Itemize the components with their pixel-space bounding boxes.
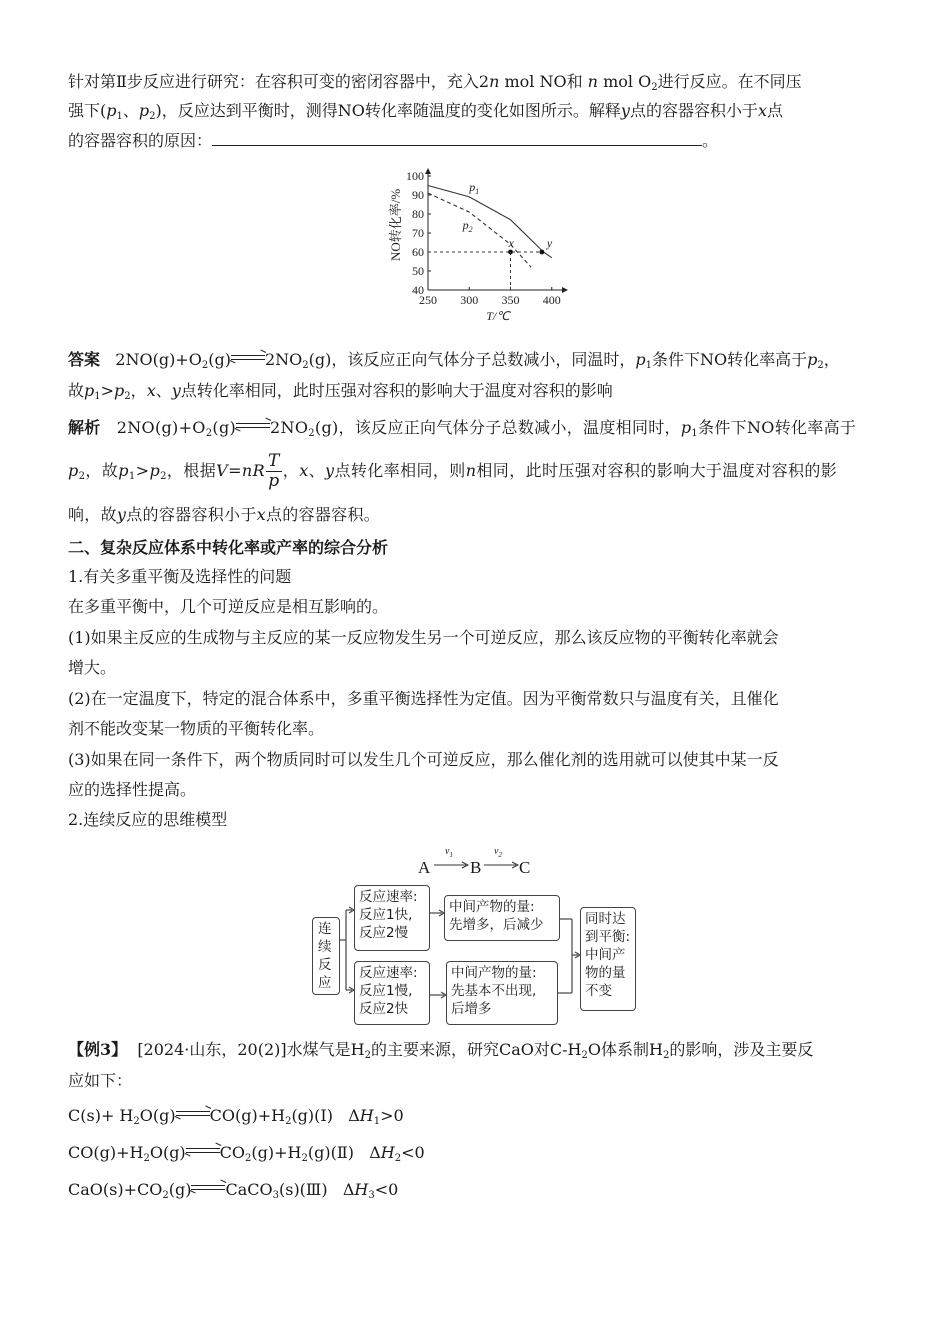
box-consecutive-reaction: 连 续 反 应 [312,917,340,995]
box-rate-case-1: 反应速率: 反应1快, 反应2慢 [354,885,430,951]
point-y [539,250,544,255]
answer-blank [212,131,702,146]
intro-line-1: 针对第Ⅱ步反应进行研究：在容积可变的密闭容器中，充入2n mol NO和 n mol $O_2$进行反应。在不同压 [68,72,802,93]
point-label-y: y [546,236,553,250]
analysis-line-1: 解析 $2NO(g)+O_2(g)$ $2NO_2(g)$，该反应正向气体分子总数减小，温度相同时，$p_1$条件下NO转化率高于 [68,418,857,439]
rate-v2: $v_2$ [494,846,502,859]
equilibrium-arrow-icon [191,1183,225,1193]
equilibrium-arrow-icon [186,1146,220,1156]
answer-line-1: 答案 $2NO(g)+O_2(g)$ $2NO_2(g)$，该反应正向气体分子总数减小，同温时，$p_1$条件下NO转化率高于$p_2$， [68,350,840,371]
paragraph-2b: 剂不能改变某一物质的平衡转化率。 [68,719,325,738]
example-tag: 【例3】 [68,1040,128,1059]
series-label-p2: $p_2$ [462,218,473,235]
y-tick-label: 40 [412,283,424,297]
example-line-1: 【例3】 [2024·山东，20(2)]水煤气是$H_2$的主要来源，研究CaO对$C-H_2O$体系制$H_2$的影响，涉及主要反 [68,1040,814,1061]
analysis-line-3: 响，故y点的容器容积小于x点的容器容积。 [68,505,381,524]
series-line-p1 [428,186,552,258]
y-tick-label: 80 [412,207,424,221]
series-line-p2 [428,193,531,267]
series-label-p1: $p_1$ [469,180,480,197]
example-line-2: 应如下： [68,1071,133,1090]
paragraph-1b: 增大。 [68,658,117,677]
reaction-3: $CaO(s)+CO_2(g)$ CaCO$_3$(s)(Ⅲ) $\Delta H_3<0$ [68,1180,399,1201]
y-tick-label: 50 [412,264,424,278]
arrow-right-icon [484,860,520,870]
x-tick-label: 350 [501,293,520,307]
paragraph-2a: (2)在一定温度下，特定的混合体系中，多重平衡选择性为定值。因为平衡常数只与温度有关，且催化 [68,689,779,708]
reaction-1: $C(s)+ H_2O(g)$ $CO(g)+H_2(g)(Ⅰ)$ $\Delta H_1>0$ [68,1106,404,1127]
reaction-scheme [418,846,558,878]
point-label-x: x [508,236,514,250]
rate-v1: $v_1$ [445,846,453,859]
x-tick-label: 300 [460,293,479,307]
answer-label: 答案 [68,350,101,369]
analysis-label: 解析 [68,418,101,437]
paragraph-1a: (1)如果主反应的生成物与主反应的某一反应物发生另一个可逆反应，那么该反应物的平衡转化率就会 [68,628,779,647]
equilibrium-arrow-icon [236,421,270,431]
no-conversion-chart [380,162,580,332]
y-axis-label: NO转化率/% [388,188,403,261]
analysis-line-2: $p_2$，故$p_1>p_2$，根据V=nR $\frac{T}{p}$ ，x、y点转化率相同，则n相同，此时压强对容积的影响大于温度对容积的影 [68,451,838,491]
answer-line-2: 故$p_1>p_2$，x、y点转化率相同，此时压强对容积的影响大于温度对容积的影响 [68,381,613,402]
subheading-2: 2.连续反应的思维模型 [68,810,228,829]
paragraph-3b: 应的选择性提高。 [68,780,197,799]
arrow-right-icon [434,860,470,870]
reaction-2: $CO(g)+H_2O(g)$ $CO_2(g)+H_2(g)(Ⅱ)$ $\Delta H_2<0$ [68,1143,425,1164]
paragraph-3a: (3)如果在同一条件下，两个物质同时可以发生几个可逆反应，那么催化剂的选用就可以使其中某一反 [68,750,779,769]
species-b: B [470,858,482,877]
subheading-1: 1.有关多重平衡及选择性的问题 [68,567,292,586]
x-axis-arrow-icon [562,287,568,293]
y-tick-label: 60 [412,245,424,259]
flow-diagram [310,885,640,1025]
species-a: A [418,858,431,877]
x-axis-label: T/℃ [486,309,510,323]
x-tick-label: 400 [542,293,561,307]
fraction-t-over-p: $\frac{T}{p}$ [268,451,280,491]
box-intermediate-case-2: 中间产物的量: 先基本不出现, 后增多 [446,961,558,1025]
box-simultaneous-equilibrium: 同时达 到平衡: 中间产 物的量 不变 [580,907,636,1011]
box-rate-case-2: 反应速率: 反应1慢, 反应2快 [354,961,430,1025]
species-c: C [519,858,531,877]
x-tick-label: 250 [419,293,437,307]
equilibrium-arrow-icon [231,353,265,363]
box-intermediate-case-1: 中间产物的量: 先增多，后减少 [444,895,560,941]
paragraph-0: 在多重平衡中，几个可逆反应是相互影响的。 [68,597,389,616]
y-tick-label: 90 [412,188,424,202]
y-tick-label: 70 [412,226,424,240]
intro-line-2: 强下($p_1$、$p_2$)，反应达到平衡时，测得NO转化率随温度的变化如图所示。解释y点的容器容积小于x点 [68,101,783,122]
y-axis-arrow-icon [425,168,431,174]
intro-line-3: 的容器容积的原因： 。 [68,131,719,150]
y-tick-label: 100 [406,169,424,183]
section-heading: 二、复杂反应体系中转化率或产率的综合分析 [68,538,389,557]
equilibrium-arrow-icon [176,1109,210,1119]
